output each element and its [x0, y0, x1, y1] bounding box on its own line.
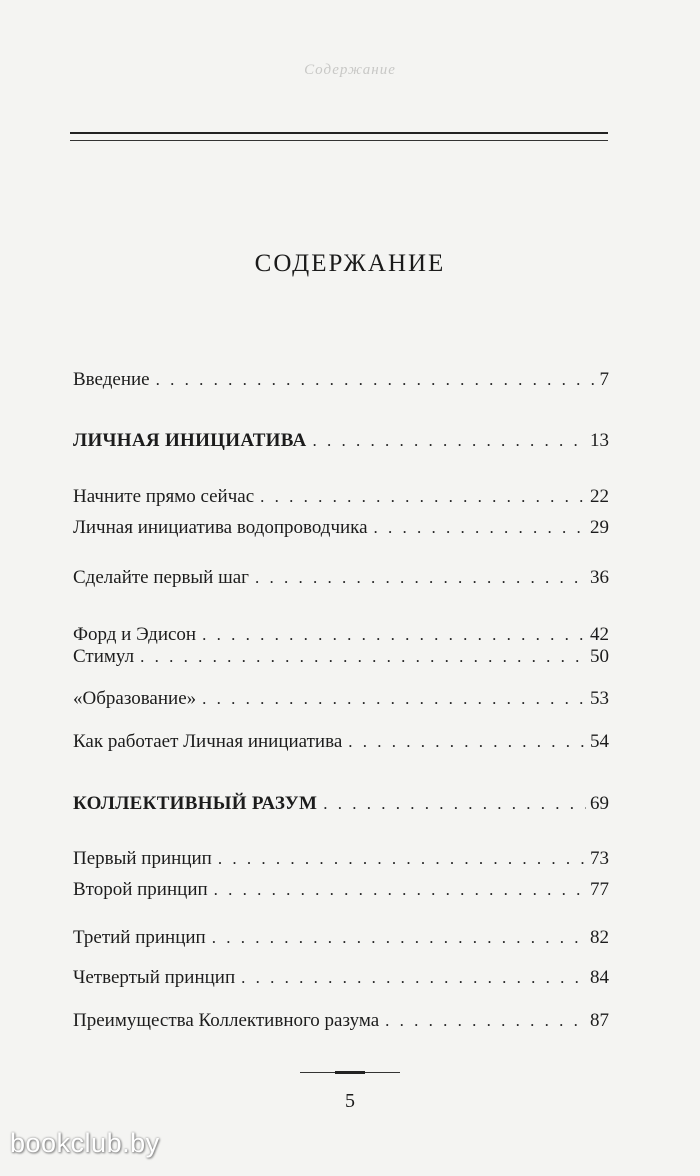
header-double-rule	[70, 132, 608, 146]
toc-entry-title: КОЛЛЕКТИВНЫЙ РАЗУМ	[73, 793, 318, 814]
toc-entry-page: 13	[590, 430, 609, 451]
toc-entry-title: Преимущества Коллективного разума	[73, 1010, 380, 1031]
toc-entry-title: Введение	[73, 369, 150, 390]
toc-entry-page: 50	[590, 646, 609, 667]
toc-entry	[73, 877, 609, 903]
toc-entry-title: Первый принцип	[73, 848, 212, 869]
toc-section-entry	[73, 791, 609, 817]
toc-entry-title: ЛИЧНАЯ ИНИЦИАТИВА	[73, 430, 307, 451]
site-watermark: bookclub.by	[10, 1128, 160, 1158]
toc-entry	[73, 565, 609, 591]
toc-entry-page: 22	[590, 486, 609, 507]
toc-entry	[73, 367, 609, 393]
toc-entry-page: 69	[590, 793, 609, 814]
toc-entry-title: Сделайте первый шаг	[73, 567, 249, 588]
rule-thick-line	[70, 132, 608, 134]
dot-leader	[218, 846, 586, 872]
dot-leader	[212, 925, 586, 951]
dot-leader	[323, 791, 586, 817]
toc-entry	[73, 644, 609, 670]
dot-leader	[260, 484, 586, 510]
dot-leader	[348, 729, 586, 755]
toc-entry-page: 36	[590, 567, 609, 588]
toc-entry-title: Второй принцип	[73, 879, 208, 900]
toc-entry-page: 53	[590, 688, 609, 709]
toc-entry	[73, 686, 609, 712]
toc-entry-title: Начните прямо сейчас	[73, 486, 255, 507]
page-number: 5	[345, 1090, 355, 1112]
toc-entry-page: 82	[590, 927, 609, 948]
toc-entry-title: Стимул	[73, 646, 135, 667]
toc-entry-title: Как работает Личная инициатива	[73, 731, 343, 752]
toc-section-entry	[73, 428, 609, 454]
toc-entry	[73, 515, 609, 541]
dot-leader	[255, 565, 586, 591]
toc-title: СОДЕРЖАНИЕ	[254, 250, 446, 277]
dot-leader	[214, 877, 586, 903]
dot-leader	[156, 367, 596, 393]
toc-entry	[73, 925, 609, 951]
dot-leader	[313, 428, 586, 454]
toc-entry-title: Личная инициатива водопроводчика	[73, 517, 368, 538]
toc-entry-page: 84	[590, 967, 609, 988]
dot-leader	[374, 515, 586, 541]
toc-entry-page: 73	[590, 848, 609, 869]
dot-leader	[140, 644, 586, 670]
toc-entry-title: Третий принцип	[73, 927, 206, 948]
toc-entry-page: 54	[590, 731, 609, 752]
dot-leader	[202, 686, 586, 712]
toc-entry-page: 29	[590, 517, 609, 538]
ornament-thick-line	[335, 1071, 365, 1074]
toc-entry-page: 77	[590, 879, 609, 900]
toc-entry-title: «Образование»	[73, 688, 197, 709]
toc-entry	[73, 729, 609, 755]
toc-entry	[73, 484, 609, 510]
toc-entry-page: 42	[590, 624, 609, 645]
toc-entry-page: 87	[590, 1010, 609, 1031]
bottom-ornament-rule	[300, 1071, 400, 1075]
toc-entry-page: 7	[599, 369, 609, 390]
toc-entry-title: Форд и Эдисон	[73, 624, 197, 645]
toc-entry	[73, 965, 609, 991]
toc-entry-title: Четвертый принцип	[73, 967, 236, 988]
toc-entry	[73, 1008, 609, 1034]
running-head-faded: Содержание	[304, 62, 396, 78]
dot-leader	[241, 965, 586, 991]
rule-thin-line	[70, 140, 608, 141]
toc-entry	[73, 846, 609, 872]
dot-leader	[385, 1008, 586, 1034]
